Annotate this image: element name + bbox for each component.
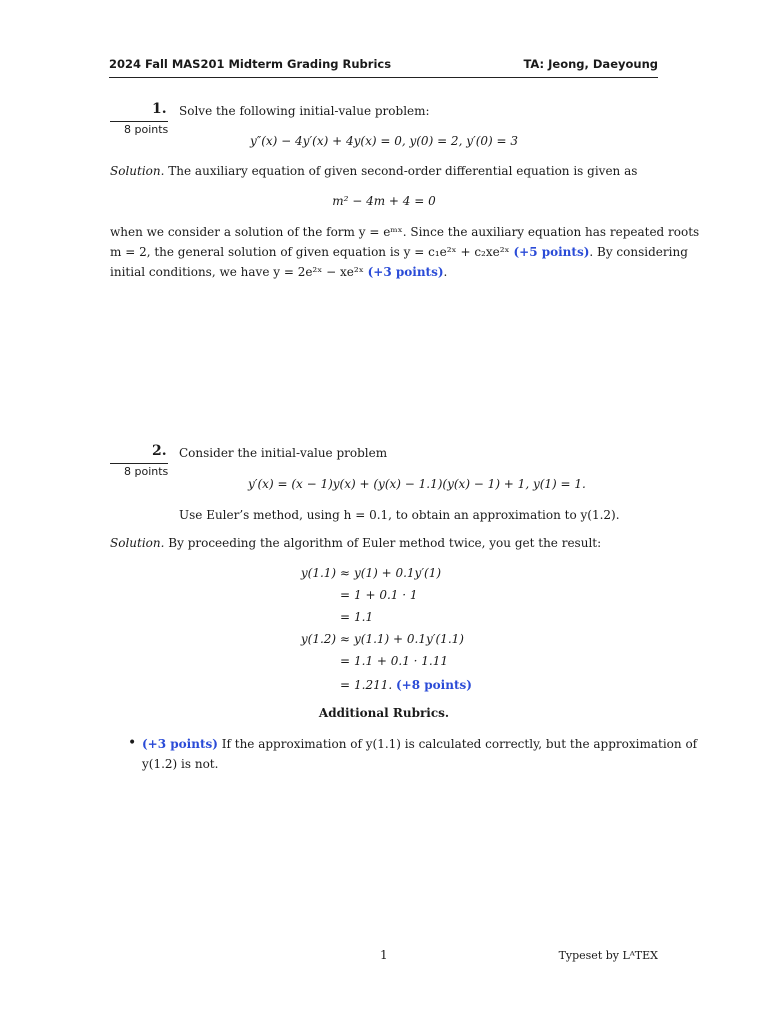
step-2-lhs: = — [339, 588, 350, 602]
points-badge-5: (+5 points) — [513, 245, 590, 259]
bullet-text-2: y(1.2) is not. — [142, 757, 219, 771]
step-6-lhs: = — [339, 678, 350, 692]
step-3-rhs: 1.1 — [354, 610, 374, 624]
problem-2-solution — [110, 533, 601, 553]
solution-line-2-tail: . By considering — [589, 245, 688, 259]
auxiliary-equation: m² − 4m + 4 = 0 — [332, 194, 436, 208]
step-2-rhs: 1 + 0.1 · 1 — [354, 588, 418, 602]
solution-line-1: when we consider a solution of the form y = eᵐˣ. Since the auxiliary equation has repeated roots — [110, 225, 700, 239]
solution-text-2: By proceeding the algorithm of Euler method twice, you get the result: — [168, 536, 602, 550]
typeset-note: Typeset by LᴬTEX — [558, 949, 658, 962]
bullet-line-1 — [142, 734, 697, 754]
solution-label-2: Solution. — [110, 536, 165, 550]
step-1-lhs: y(1.1) ≈ — [300, 566, 350, 580]
solution-line-2 — [110, 242, 688, 262]
problem-2-number: 2. — [152, 443, 167, 459]
points-badge-8: (+8 points) — [396, 678, 472, 692]
problem-2-instruction: Use Euler’s method, using h = 0.1, to obtain an approximation to y(1.2). — [179, 508, 620, 522]
problem-1-solution — [110, 161, 637, 181]
problem-2-rule — [110, 463, 168, 464]
solution-line-3-tail: . — [443, 265, 448, 279]
solution-line-3 — [110, 262, 447, 282]
step-5-lhs: = — [339, 654, 350, 668]
step-3-lhs: = — [339, 610, 350, 624]
problem-2-statement: Consider the initial-value problem — [179, 446, 388, 460]
problem-1-number: 1. — [152, 101, 167, 117]
header-ta-name: TA: Jeong, Daeyoung — [523, 57, 658, 71]
step-1-rhs: y(1) + 0.1y′(1) — [354, 566, 442, 580]
step-4-rhs: y(1.1) + 0.1y′(1.1) — [354, 632, 464, 646]
step-5-rhs: 1.1 + 0.1 · 1.11 — [354, 654, 449, 668]
problem-2-equation: y′(x) = (x − 1)y(x) + (y(x) − 1.1)(y(x) − 1) + 1, y(1) = 1. — [248, 477, 586, 491]
step-4-lhs: y(1.2) ≈ — [300, 632, 350, 646]
general-solution-text: m = 2, the general solution of given equation is y = c₁e²ˣ + c₂xe²ˣ — [110, 245, 510, 259]
points-badge-3: (+3 points) — [367, 265, 444, 279]
problem-1-equation: y″(x) − 4y′(x) + 4y(x) = 0, y(0) = 2, y′(0) = 3 — [249, 134, 519, 148]
additional-rubrics-title: Additional Rubrics. — [318, 706, 450, 720]
bullet-icon: • — [128, 735, 137, 751]
step-6-rhs: 1.211. — [354, 678, 393, 692]
solution-label: Solution. — [110, 164, 165, 178]
points-badge-3-partial: (+3 points) — [142, 737, 218, 751]
problem-1-points: 8 points — [124, 123, 169, 136]
problem-1-statement: Solve the following initial-value problem: — [179, 104, 430, 118]
particular-solution-text: initial conditions, we have y = 2e²ˣ − xe²ˣ — [110, 265, 364, 279]
header-course-title: 2024 Fall MAS201 Midterm Grading Rubrics — [109, 57, 392, 71]
problem-2-points: 8 points — [124, 465, 169, 478]
solution-text: The auxiliary equation of given second-order differential equation is given as — [168, 164, 638, 178]
problem-1-rule — [110, 121, 168, 122]
header-rule — [109, 77, 658, 78]
bullet-text-1: If the approximation of y(1.1) is calculated correctly, but the approximation of — [221, 737, 698, 751]
page-number: 1 — [380, 948, 388, 962]
step-6-rhs-line — [354, 675, 472, 695]
